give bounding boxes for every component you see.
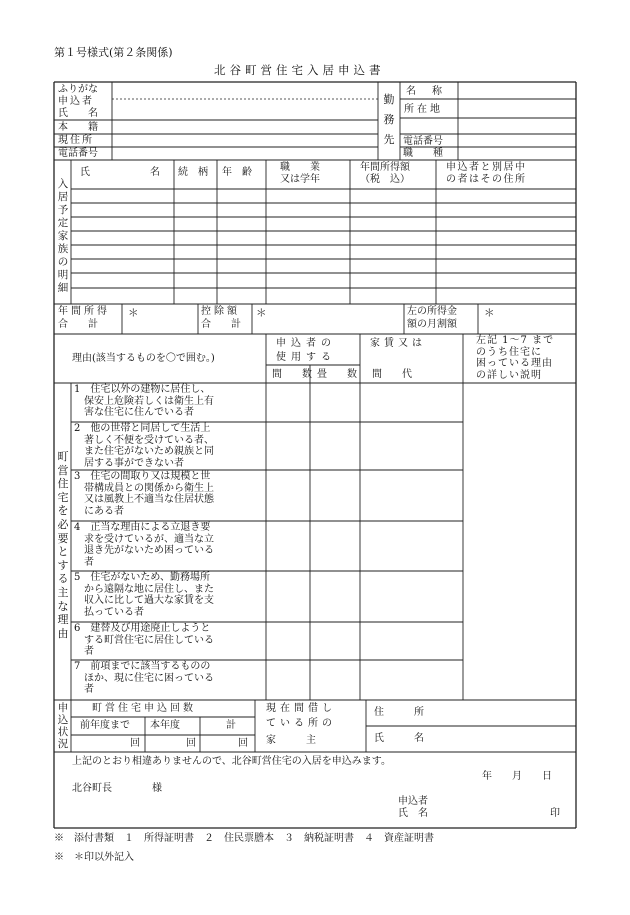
workplace-location-field[interactable]: [459, 100, 575, 133]
lender-address-field[interactable]: [465, 701, 575, 725]
reason-item-2[interactable]: 2 他の世帯と同居して生活上 著しく不便を受けている者、 また住宅がないため親族と同 居する事ができない者: [74, 423, 214, 469]
total-times: 回: [238, 738, 248, 749]
reason-item-7[interactable]: 7 前項までに該当するものの ほか、現に住宅に困っている 者: [74, 661, 214, 695]
room-count-header: 間 数: [272, 369, 312, 380]
tatami-count-header: 畳 数: [317, 369, 357, 380]
explanation-header: 左記 1～7 まで のうち住宅に 困っている理由 の詳しい説明: [476, 335, 555, 381]
form-title: 北谷町営住宅入居申込書: [214, 63, 385, 77]
workplace-side-label: 勤 務 先: [383, 93, 395, 146]
deduction-asterisk: ＊: [256, 307, 267, 319]
this-year-label: 本年度: [150, 720, 180, 731]
monthly-income-asterisk: ＊: [484, 307, 495, 319]
note-asterisk: ※ ＊印以外記入: [54, 852, 134, 863]
workplace-job-label: 職 種: [403, 148, 443, 159]
rent-header-2: 間 代: [372, 369, 412, 380]
deduction-label: 控除額: [201, 306, 240, 317]
lender-address-label: 住 所: [374, 707, 424, 718]
reasons-side-label: 町 営 住 宅 を 必 要 と す る 主 な 理 由: [57, 450, 69, 640]
prev-year-label: 前年度まで: [80, 720, 130, 731]
family-header-separate-address: 申込者と別居中 の者はその住所: [446, 162, 527, 185]
applicant-sign-name-label: 氏 名: [398, 808, 428, 819]
application-count-title: 町営住宅申込回数: [92, 703, 196, 714]
workplace-name-label: 名 称: [406, 86, 445, 97]
annual-income-asterisk: ＊: [128, 307, 139, 319]
lender-name-label: 氏 名: [374, 733, 424, 744]
applicant-name-field[interactable]: [113, 100, 377, 119]
family-header-income: 年間所得額 （税 込）: [360, 162, 410, 185]
form-number: 第１号様式(第２条関係): [54, 46, 173, 59]
rent-header-1: 家賃又は: [370, 338, 426, 349]
lender-label-2: ている所の: [266, 718, 336, 729]
status-side-label: 申 込 状 況: [57, 702, 69, 750]
room-header-1: 申込者の: [276, 338, 336, 349]
current-address-field[interactable]: [113, 135, 377, 146]
reason-item-1[interactable]: 1 住宅以外の建物に居住し、 保安上危険若しくは衛生上有 害な住宅に住んでいる者: [74, 384, 214, 418]
workplace-job-field[interactable]: [459, 148, 575, 159]
explanation-field[interactable]: [464, 384, 575, 699]
lender-label-1: 現在間借し: [266, 703, 336, 714]
reason-header: 理由(該当するものを〇で囲む。): [72, 353, 215, 364]
deduction-total-label: 合 計: [201, 319, 241, 330]
lender-label-3: 家 主: [266, 735, 316, 746]
family-side-label: 入 居 予 定 家 族 の 明 細: [57, 178, 69, 294]
applicant-name-label: 氏 名: [58, 108, 98, 119]
current-address-label: 現住所: [58, 135, 94, 146]
this-year-times: 回: [186, 738, 196, 749]
furigana-field[interactable]: [113, 84, 377, 98]
monthly-income-label-2: 額の月割額: [407, 319, 457, 330]
honseki-label: 本 籍: [58, 122, 98, 133]
addressee: 北谷町長 様: [72, 783, 162, 794]
total-label: 計: [226, 720, 236, 731]
room-header-2: 使用する: [276, 352, 336, 363]
family-header-age: 年 齢: [222, 167, 252, 178]
phone-label: 電話番号: [58, 148, 98, 159]
family-header-relation: 続 柄: [178, 167, 208, 178]
reason-item-3[interactable]: 3 住宅の間取り又は規模と世 帯構成員との関係から衛生上 又は風教上不適当な住居状態 にある者: [74, 471, 214, 517]
seal-mark: 印: [550, 808, 560, 819]
declaration-statement: 上記のとおり相違ありませんので、北谷町営住宅の入居を申込みます。: [72, 756, 391, 767]
workplace-phone-field[interactable]: [459, 135, 575, 146]
reason-item-5[interactable]: 5 住宅がないため、勤務場所 から遠隔な地に居住し、また 収入に比して過大な家賃を支 払っている者: [74, 572, 214, 618]
family-header-name: 氏 名: [80, 167, 160, 178]
declaration-date[interactable]: 年 月 日: [482, 771, 552, 782]
note-attachments: ※ 添付書類 １ 所得証明書 ２ 住民票謄本 ３ 納税証明書 ４ 資産証明書: [54, 833, 434, 844]
honseki-field[interactable]: [113, 121, 377, 133]
workplace-location-label: 所在地: [404, 104, 443, 115]
furigana-label: ふりがな: [58, 84, 98, 95]
applicant-sign-label: 申込者: [398, 796, 428, 807]
prev-year-times: 回: [130, 738, 140, 749]
annual-income-total-label: 合 計: [58, 319, 98, 330]
workplace-phone-label: 電話番号: [403, 136, 443, 147]
reason-item-6[interactable]: 6 建替及び用途廃止しようと する町営住宅に居住している 者: [74, 623, 214, 657]
monthly-income-label: 左の所得金: [407, 306, 457, 317]
reason-item-4[interactable]: 4 正当な理由による立退き要 求を受けているが、適当な立 退き先がないため困っている 者: [74, 522, 214, 568]
phone-field[interactable]: [113, 148, 377, 159]
workplace-name-field[interactable]: [459, 83, 575, 98]
applicant-label: 申込者: [58, 96, 94, 107]
annual-income-label: 年間所得: [58, 306, 110, 317]
lender-name-field[interactable]: [465, 727, 575, 751]
family-header-occupation: 職 業 又は学年: [280, 162, 320, 185]
